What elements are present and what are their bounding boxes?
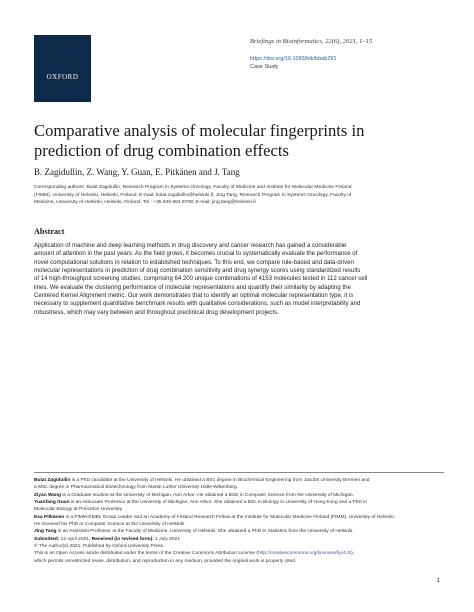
submission-dates <box>34 536 448 543</box>
bio-text: He received his PhD in Computer Science at the University of Helsinki. <box>34 522 186 528</box>
bio-line <box>34 477 448 484</box>
bio-line <box>34 521 448 528</box>
revised-label: Received (in revised form): <box>91 536 154 542</box>
abstract-line: necessary to supplement quantitative benchmark results with qualitative considerations, such as model interpretability and <box>34 301 361 308</box>
doi-link[interactable]: https://doi.org/10.1093/bib/bbab291 <box>250 56 337 62</box>
license-text: This is an Open Access article distributed under the terms of the Creative Commons Attribution License ( <box>34 551 258 557</box>
paper-title <box>34 121 444 160</box>
bio-name: Yuanfang Guan <box>34 500 70 506</box>
copyright-line: © The Author(s) 2021. Published by Oxford University Press. <box>34 544 165 550</box>
abstract-line: of 14 high-throughput screening studies, comprising 64 200 unique combinations of 4153 molecules tested in 112 cancer cell <box>34 276 368 283</box>
abstract-line: molecular representations in prediction of drug combination sensitivity and drug synergy scores using standardized results <box>34 268 361 275</box>
bio-line <box>34 484 448 491</box>
corr-line: Medicine, University of Helsinki, Helsinki, Finland. Tel.: +35 845 864 9708; E-mail: jing.tang@helsinki.fi <box>34 200 256 206</box>
corr-line: Corresponding authors: Bulat Zagidullin, Research Program in Systems Oncology, Faculty of Medicine and Institute for Molecular Medicine Finland <box>34 185 352 190</box>
bio-name: Jing Tang <box>34 529 57 535</box>
logo-text: OXFORD <box>46 73 79 81</box>
revised-date: 1 July 2021 <box>153 536 180 542</box>
abstract-line: robustness, which may vary between and throughout preclinical drug development projects. <box>34 309 279 316</box>
author-bios <box>34 477 448 565</box>
abstract-line: Application of machine and deep learning methods in drug discovery and cancer research has gained a considerable <box>34 243 347 249</box>
bio-name: Esa Pitkänen <box>34 514 65 520</box>
bio-text: Molecular Biology at Princeton University. <box>34 507 124 513</box>
journal-citation: Briefings in Bioinformatics, 22(6), 2021, 1–15 <box>250 38 373 45</box>
bio-line <box>34 528 448 535</box>
bio-line <box>34 514 448 521</box>
license-line: which permits unrestricted reuse, distribution, and reproduction in any medium, provided the original work is properly cited. <box>34 558 297 564</box>
abstract-line: novel computational solutions in relation to established techniques. To this end, we compare rule-based and data-driven <box>34 259 354 266</box>
abstract-line: lines. We evaluate the clustering performance of molecular representations and quantify their similarity by adapting the <box>34 284 351 291</box>
bio-line <box>34 492 448 499</box>
abstract-heading: Abstract <box>34 227 65 236</box>
page-number: 1 <box>436 577 440 584</box>
submitted-date: 12 April 2021; <box>59 536 92 542</box>
abstract-line: Centered Kernel Alignment metric. Our work demonstrates that to identify an optimal molecular representation type, it is <box>34 293 354 300</box>
bio-text: is an Associate Professor at the University of Michigan, Ann Arbor. She obtained a BSc in Biology in University of Hong Kong and a PhD in <box>69 500 368 506</box>
article-type: Case Study <box>250 64 279 70</box>
corr-line: (FIMM), University of Helsinki, Helsinki, Finland. E-mail: bulat.zagidullin@helsinki.fi; Jing Tang, Research Program in Systems Oncology, Faculty of <box>34 192 352 198</box>
bio-line <box>34 506 448 513</box>
license-text: ), <box>351 551 355 557</box>
corresponding-authors <box>34 184 446 207</box>
oxford-logo <box>34 35 91 102</box>
license-line <box>34 550 448 557</box>
bio-text: is a FIMM-EMBL Group Leader and an Academy of Finland Research Fellow at the Institute for Molecular Medicine Finland (FIMM), University of Helsinki. <box>64 514 396 520</box>
bio-text: is a PhD candidate at the University of Helsinki. He obtained a BSc degree in Biochemical Engineering from Jacobs University Bremen and <box>70 478 370 483</box>
license-link[interactable]: http://creativecommons.org/licenses/by/4.0/ <box>258 551 352 557</box>
title-line: prediction of drug combination effects <box>34 140 289 160</box>
bio-name: Bulat Zagidullin <box>34 478 71 483</box>
bio-name: Ziyan Wang <box>34 492 61 498</box>
bio-line <box>34 499 448 506</box>
bio-text: a MSc degree in Pharmaceutical Biotechnology from Martin Luther University Halle-Wittenberg. <box>34 485 239 491</box>
bio-text: is an Assistant Professor at the Faculty of Medicine, University of Helsinki. She obtained a PhD in Statistics from the University of Helsinki. <box>56 529 354 535</box>
abstract-line: amount of attention in the past years. As the field grows, it becomes crucial to systematically evaluate the performance of <box>34 251 358 258</box>
submitted-label: Submitted: <box>34 536 60 542</box>
title-line: Comparative analysis of molecular fingerprints in <box>34 121 365 140</box>
author-list: B. Zagidullin, Z. Wang, Y. Guan, E. Pitkänen and J. Tang <box>34 167 240 177</box>
footnote-divider <box>34 472 444 473</box>
bio-text: is a Graduate student at the University of Michigan, Ann Arbor. He obtained a BSE in Computer Science from the University of Michigan. <box>61 492 354 498</box>
abstract-body <box>34 242 448 317</box>
